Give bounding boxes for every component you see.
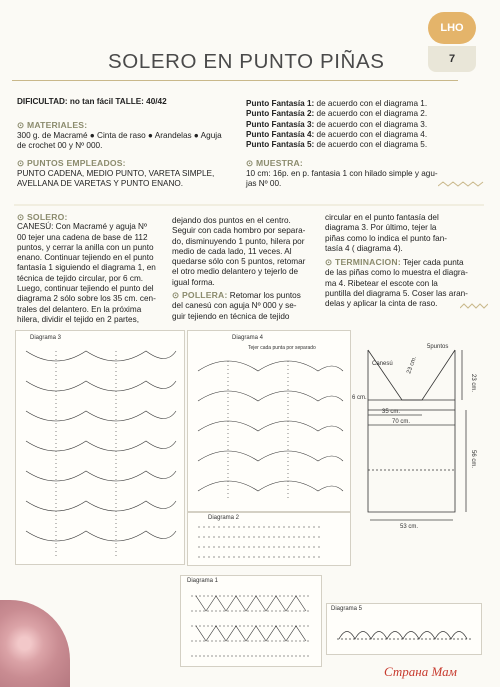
instruction-line: diagrama 2 sólo sobre los 35 cm. cen- (17, 294, 156, 304)
termination-heading-text: TERMINACION: (335, 257, 401, 268)
solero-heading-text: SOLERO: (27, 212, 68, 222)
title-divider (12, 80, 458, 81)
instruction-line: puntos, y cerrar la anilla con un punto (17, 242, 154, 252)
diagram-2-chart (188, 513, 350, 565)
diagram-5-chart (327, 604, 481, 654)
points-heading-text: PUNTOS EMPLEADOS: (27, 158, 126, 168)
materials-section (17, 120, 222, 152)
instruction-line: 00 tejer una cadena de base de 112 (17, 232, 148, 242)
materials-line-1: 300 g. de Macramé ● Cinta de raso ● Arandelas ● Aguja (17, 131, 222, 140)
section-divider-zigzag (14, 201, 484, 209)
fantasy-text: de acuerdo con el diagrama 2. (314, 109, 428, 119)
instruction-line: do, disminuyendo 1 punto, hilera por (172, 236, 305, 246)
instruction-line: piñas como lo indica el punto fan- (325, 233, 447, 243)
instruction-line: del canesú con aguja Nº 000 y se- (172, 301, 297, 311)
page-title: SOLERO EN PUNTO PIÑAS (108, 50, 385, 73)
fantasy-text: de acuerdo con el diagrama 5. (314, 140, 428, 150)
instruction-line: dejando dos puntos en el centro. (172, 216, 291, 225)
diagram-3-chart (16, 331, 184, 564)
instruction-line: Luego, continuar tejiendo el punto del (17, 284, 154, 294)
fantasy-text: de acuerdo con el diagrama 1. (314, 99, 428, 108)
zigzag-ornament (438, 180, 484, 188)
fantasy-label: Punto Fantasía 4: (246, 129, 315, 139)
materials-heading-text: MATERIALES: (27, 120, 88, 130)
instruction-line: circular en el punto fantasía del (325, 213, 439, 222)
instruction-line: CANESÚ: Con Macramé y aguja Nº (17, 222, 147, 232)
diagram-5-label: Diagrama 5 (331, 606, 363, 612)
points-heading: ⊙ PUNTOS EMPLEADOS: (17, 158, 126, 168)
sample-section (246, 158, 438, 190)
sample-line-1: 10 cm: 16p. en p. fantasia 1 con hilado simple y agu- (246, 169, 438, 178)
instruction-line: de las piñas como lo muestra el diagra- (325, 268, 468, 278)
diagram-2 (187, 512, 351, 566)
diagram-3-label: Diagrama 3 (30, 335, 62, 341)
termination-line (325, 257, 490, 268)
instruction-line: Seguir con cada hombro por separa- (172, 226, 306, 236)
watermark-text: Страна Мам (384, 664, 457, 679)
instruction-line: medio de cada lado, 11 veces. Al (172, 246, 292, 256)
fantasy-label: Punto Fantasía 2: (246, 109, 315, 119)
fantasy-item (246, 109, 427, 119)
garment-schematic (352, 330, 484, 530)
instruction-line: enano. Continuar tejiendo en el punto (17, 253, 154, 263)
fantasy-label: Punto Fantasía 5: (246, 140, 315, 150)
diagram-1 (180, 575, 322, 667)
instruction-line: Tejer cada punta (400, 258, 464, 268)
fantasy-text: de acuerdo con el diagrama 4. (314, 129, 428, 139)
diagram-1-label: Diagrama 1 (187, 578, 219, 584)
logo-text: LHO (440, 22, 464, 34)
diagram-5 (326, 603, 482, 655)
sample-heading: ⊙ MUESTRA: (246, 158, 303, 168)
solero-column-1 (17, 212, 167, 325)
instruction-line: diagrama 3. Por último, tejer la (325, 223, 437, 233)
fantasy-label: Punto Fantasía 1: (246, 99, 315, 108)
sample-line-2: jas Nº 00. (246, 179, 282, 189)
difficulty-text: DIFICULTAD: no tan fácil TALLE: 40/42 (17, 97, 167, 106)
yarn-photo (0, 600, 70, 687)
instruction-line: delas y aplicar la cinta de raso. (325, 299, 438, 309)
pollera-heading-text: POLLERA: (182, 290, 228, 301)
materials-heading: ⊙ MATERIALES: (17, 120, 88, 130)
instruction-line: quedarse sólo con 5 puntos, retomar (172, 257, 306, 267)
solero-column-2 (172, 216, 322, 322)
diagram-2-label: Diagrama 2 (208, 515, 240, 521)
diagram-3 (15, 330, 185, 565)
solero-heading: ⊙ SOLERO: (17, 212, 68, 222)
fantasy-text: de acuerdo con el diagrama 3. (314, 119, 428, 129)
diagram-4-label: Diagrama 4 (232, 335, 264, 341)
fantasy-item (246, 99, 427, 109)
points-section (17, 158, 214, 190)
schematic-label-puntos: 5puntos (427, 344, 449, 350)
diagram-4 (187, 330, 351, 512)
brand-logo (428, 12, 476, 44)
fantasy-item (246, 130, 427, 140)
schematic-measure-23b: 23 cm. (470, 374, 476, 393)
instruction-line: hilera, dividir el tejido en 2 partes, (17, 314, 139, 324)
schematic-measure-70: 70 cm. (392, 419, 411, 425)
fantasy-item (246, 140, 427, 150)
sample-heading-text: MUESTRA: (256, 158, 303, 168)
diagram-4-chart (188, 331, 350, 511)
instruction-line: ma 4. Ribetear el escote con la (325, 278, 438, 288)
fantasy-item (246, 120, 427, 130)
instruction-line: técnica de tejido circular, por 6 cm. (17, 273, 144, 283)
instruction-line: Retomar los puntos (227, 291, 301, 301)
zigzag-ornament (460, 302, 488, 310)
schematic-measure-56: 56 cm. (470, 450, 476, 469)
schematic-label-canesu: Canesú (372, 361, 393, 367)
schematic-measure-6: 6 cm. (352, 395, 367, 401)
schematic-measure-23a: 23 cm. (406, 355, 419, 375)
pollera-line (172, 290, 322, 301)
instruction-line: fantasía 1 siguiendo el diagrama 1, en (17, 263, 156, 273)
instruction-line: guir tejiendo en técnica de tejido (172, 311, 290, 321)
diagram-4-note: Tejer cada punta por separado (248, 345, 316, 351)
materials-line-2: de crochet 00 y Nº 000. (17, 141, 103, 151)
instruction-line: trales del delantero. En la próxima (17, 304, 142, 314)
points-line-2: AVELLANA DE VARETAS Y PUNTO ENANO. (17, 179, 184, 189)
instruction-line: puntilla del diagrama 5. Coser las aran- (325, 289, 468, 299)
instruction-line: tasía 4 ( diagrama 4). (325, 243, 403, 253)
diagram-1-chart (181, 576, 321, 666)
schematic-measure-35: 35 cm. (382, 409, 401, 415)
instruction-line: igual forma. (172, 277, 215, 287)
fantasy-list (246, 99, 427, 150)
page-number: 7 (428, 46, 476, 72)
points-line-1: PUNTO CADENA, MEDIO PUNTO, VARETA SIMPLE, (17, 169, 215, 178)
solero-column-3 (325, 213, 490, 310)
pollera-heading: ⊙ POLLERA: (172, 290, 228, 301)
instruction-line: el otro medio delantero y tejerlo de (172, 267, 299, 277)
schematic-measure-53: 53 cm. (400, 524, 419, 530)
termination-heading: ⊙ TERMINACION: (325, 257, 401, 268)
fantasy-label: Punto Fantasía 3: (246, 119, 315, 129)
